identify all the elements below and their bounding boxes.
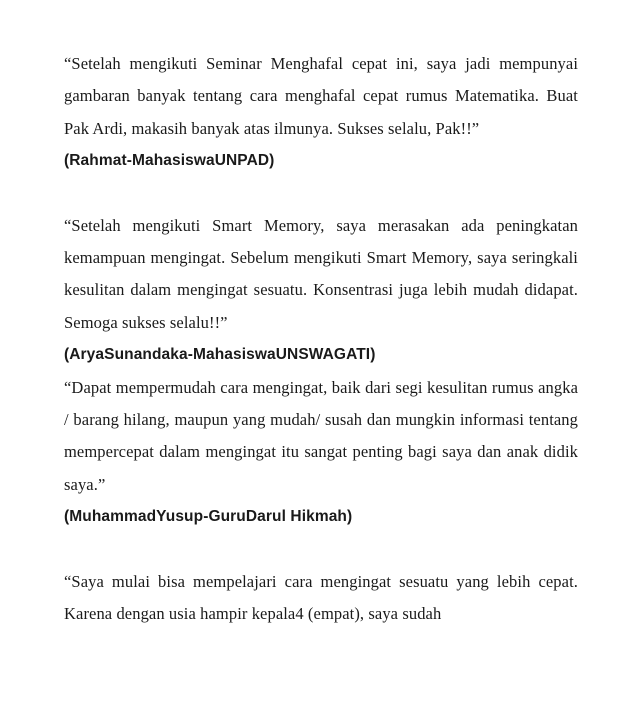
testimonial-author-2: (AryaSunandaka-MahasiswaUNSWAGATI): [64, 346, 376, 364]
testimonial-author-1: (Rahmat-MahasiswaUNPAD): [64, 152, 275, 170]
testimonial-quote-2: “Setelah mengikuti Smart Memory, saya merasakan ada peningkatan kemampuan mengingat. Sebelum mengikuti Smart Memory, saya seringkali kesulitan dalam mengingat sesuatu. Konsentrasi juga lebih mudah didapat. Semoga sukses selalu!!”: [64, 215, 578, 332]
testimonial-author-3: (MuhammadYusup-GuruDarul Hikmah): [64, 508, 353, 526]
testimonial-quote-3: “Dapat mempermudah cara mengingat, baik dari segi kesulitan rumus angka / barang hilang, maupun yang mudah/ susah dan mungkin informasi tentang mempercepat dalam mengingat itu sangat penting bagi saya dan anak didik saya.”: [64, 377, 578, 494]
paragraph-spacer: [64, 178, 578, 210]
testimonial-quote-4: “Saya mulai bisa mempelajari cara mengingat sesuatu yang lebih cepat. Karena dengan usia hampir kepala4 (empat), saya sudah: [64, 571, 578, 624]
testimonial-quote-1: “Setelah mengikuti Seminar Menghafal cepat ini, saya jadi mempunyai gambaran banyak tentang cara menghafal cepat rumus Matematika. Buat Pak Ardi, makasih banyak atas ilmunya. Sukses selalu, Pak!!”: [64, 54, 578, 138]
paragraph-spacer: [64, 534, 578, 566]
document-page: [64, 48, 578, 631]
